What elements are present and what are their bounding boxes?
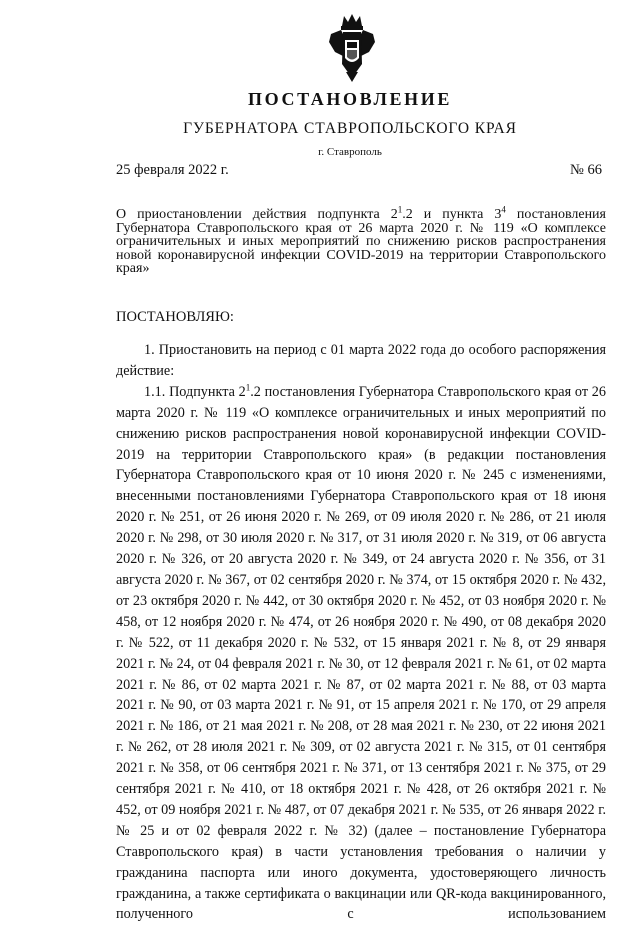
document-subject — [116, 204, 606, 276]
coat-of-arms-icon — [325, 12, 379, 84]
issue-city: г. Ставрополь — [318, 146, 382, 158]
issuer-title: ГУБЕРНАТОРА СТАВРОПОЛЬСКОГО КРАЯ — [183, 120, 517, 137]
document-title: ПОСТАНОВЛЕНИЕ — [248, 89, 452, 109]
subject-text-3: постановления Губернатора Ставропольского края от 26 марта 2020 г. № 119 «О комплексе ограничительных и иных мероприятий по снижению рисков распространения новой коронавирусной инфекции COVID-2019 на территории Ставропольского края» — [116, 207, 606, 276]
document-body — [116, 340, 606, 925]
subject-sup-2: 4 — [501, 204, 506, 215]
paragraph-item-1-1 — [116, 382, 606, 925]
paragraph-item-1: 1. Приостановить на период с 01 марта 2022 года до особого распоряжения действие: — [116, 342, 606, 379]
item-1-1-text-b: .2 постановления Губернатора Ставропольского края от 26 марта 2020 г. № 119 «О комплексе ограничительных и иных мероприятий по снижению рисков распространения новой коронавирусной инфекции COVID-2019 на территории Ставропольского края» (в редакции постановления Губернатора Ставропольского края от 10 июня 2020 г. № 245 с изменениями, внесенными постановлениями Губернатора Ставропольского края от 18 июня 2020 г. № 251, от 26 июня 2020 г. № 269, от 09 июля 2020 г. № 286, от 21 июля 2020 г. № 298, от 30 июля 2020 г. № 317, от 31 июля 2020 г. № 319, от 06 августа 2020 г. № 326, от 20 августа 2020 г. № 349, от 24 августа 2020 г. № 356, от 31 августа 2020 г. № 367, от 02 сентября 2020 г. № 374, от 15 октября 2020 г. № 432, от 23 октября 2020 г. № 442, от 30 октября 2020 г. № 452, от 03 ноября 2020 г. № 458, от 12 ноября 2020 г. № 474, от 26 ноября 2020 г. № 490, от 08 декабря 2020 г. № 522, от 11 декабря 2020 г. № 532, от 15 января 2021 г. № 8, от 29 января 2021 г. № 24, от 04 февраля 2021 г. № 30, от 12 февраля 2021 г. № 61, от 02 марта 2021 г. № 86, от 02 марта 2021 г. № 87, от 02 марта 2021 г. № 88, от 03 марта 2021 г. № 90, от 03 марта 2021 г. № 91, от 15 апреля 2021 г. № 170, от 29 апреля 2021 г. № 186, от 21 мая 2021 г. № 208, от 28 мая 2021 г. № 230, от 22 июня 2021 г. № 262, от 28 июля 2021 г. № 309, от 02 августа 2021 г. № 315, от 01 сентября 2021 г. № 358, от 06 сентября 2021 г. № 371, от 13 сентября 2021 г. № 375, от 29 сентября 2021 г. № 410, от 18 октября 2021 г. № 428, от 26 октября 2021 г. № 452, от 09 ноября 2021 г. № 487, от 07 декабря 2021 г. № 535, от 26 января 2022 г. № 25 и от 02 февраля 2022 г. № 32) (далее – постановление Губернатора Ставропольского края) в части установления требования о наличии у гражданина паспорта или иного документа, удостоверяющего личность гражданина, а также сертификата о вакцинации или QR-кода вакцинированного, полученного с использованием — [116, 383, 606, 923]
item-1-1-text-a: 1.1. Подпункта 2 — [144, 383, 246, 400]
document-number: № 66 — [570, 162, 602, 178]
subject-sup-1: 1 — [397, 204, 403, 215]
document-date: 25 февраля 2022 г. — [116, 162, 229, 178]
subject-text-1: О приостановлении действия подпункта 2 — [116, 207, 398, 222]
item-1-1-sup: 1 — [245, 382, 251, 393]
subject-text-2: .2 и пункта 3 — [402, 207, 502, 222]
resolve-heading: ПОСТАНОВЛЯЮ: — [116, 309, 234, 325]
